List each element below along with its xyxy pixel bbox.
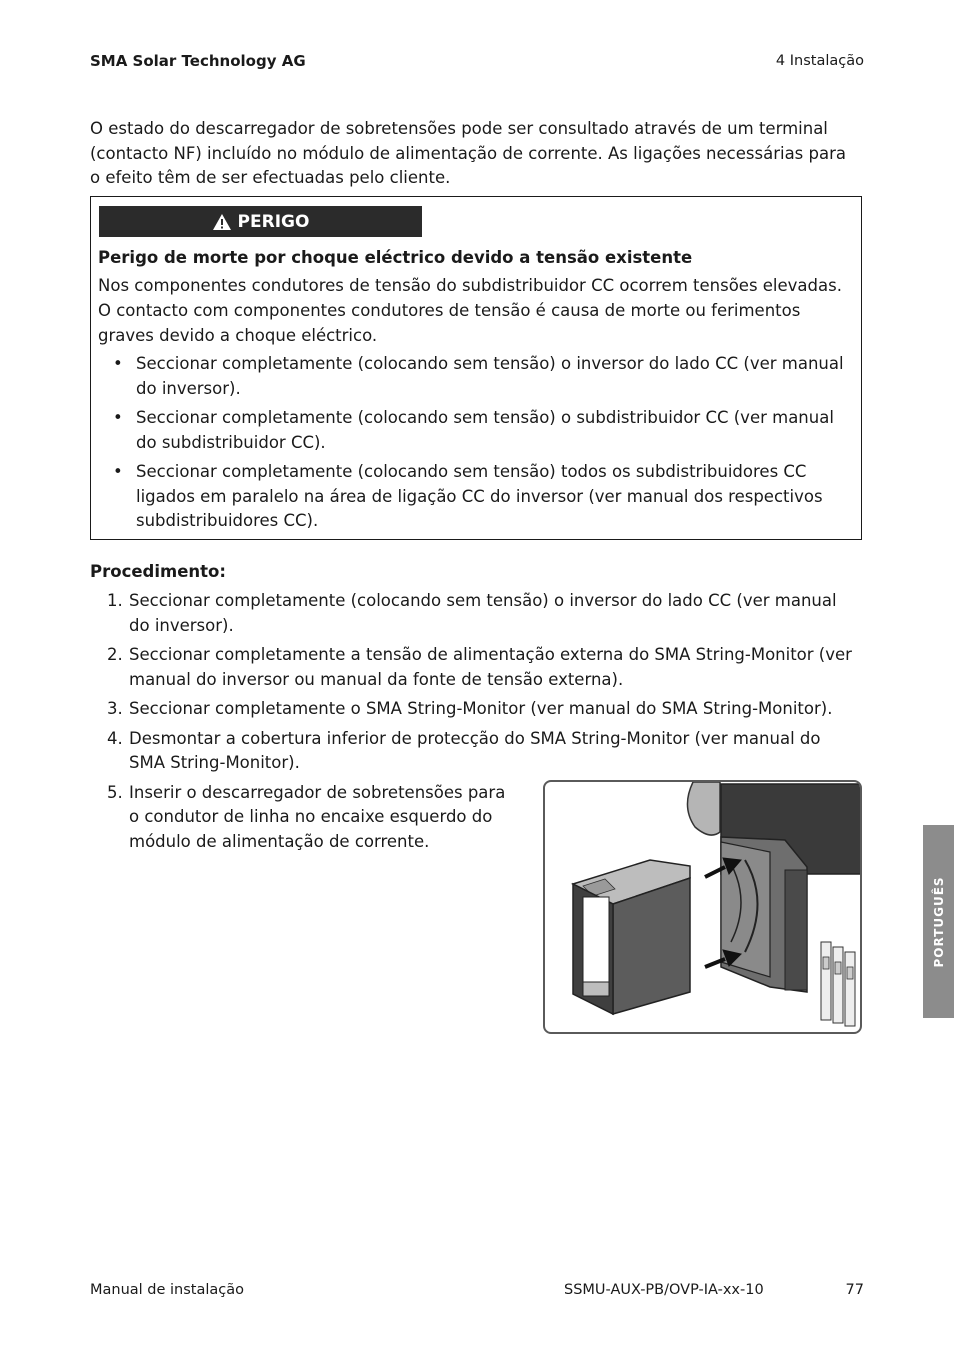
danger-bullet-list xyxy=(98,352,854,539)
danger-text: Nos componentes condutores de tensão do subdistribuidor CC ocorrem tensões elevadas. O contacto com componentes condutores de tensão é causa de morte ou ferimentos graves devido a choque eléctrico. xyxy=(98,276,842,345)
procedure-step xyxy=(90,697,860,722)
procedure-step xyxy=(90,727,860,776)
step-number: 2. xyxy=(107,645,123,664)
danger-banner xyxy=(99,206,422,237)
footer-doc-code: SSMU-AUX-PB/OVP-IA-xx-10 xyxy=(564,1282,764,1298)
danger-notice xyxy=(90,196,862,540)
page-number: 77 xyxy=(845,1282,864,1298)
step-text: Desmontar a cobertura inferior de protecção do SMA String-Monitor (ver manual do SMA String-Monitor). xyxy=(129,728,821,772)
step-text: Seccionar completamente a tensão de alimentação externa do SMA String-Monitor (ver manual do inversor ou manual da fonte de tensão externa). xyxy=(129,645,852,689)
intro-paragraph: O estado do descarregador de sobretensões pode ser consultado através de um terminal (contacto NF) incluído no módulo de alimentação de corrente. As ligações necessárias para o efeito têm de ser efectuadas pelo cliente. xyxy=(90,119,846,187)
header-section: 4 Instalação xyxy=(775,53,864,69)
header-company: SMA Solar Technology AG xyxy=(90,52,306,70)
danger-bullet: • Seccionar completamente (colocando sem tensão) o inversor do lado CC (ver manual do inversor). xyxy=(98,352,854,401)
procedure-step xyxy=(90,643,860,692)
device-illustration xyxy=(545,782,860,1032)
step-text: Inserir o descarregador de sobretensões para o condutor de linha no encaixe esquerdo do módulo de alimentação de corrente. xyxy=(129,782,506,851)
footer-doc-type: Manual de instalação xyxy=(90,1282,245,1298)
danger-title: Perigo de morte por choque eléctrico devido a tensão existente xyxy=(98,248,693,267)
danger-bullet: • Seccionar completamente (colocando sem tensão) o subdistribuidor CC (ver manual do subdistribuidor CC). xyxy=(98,406,854,455)
step-number: 1. xyxy=(107,591,123,610)
language-tab xyxy=(923,825,954,1018)
procedure-title: Procedimento: xyxy=(90,562,226,581)
step-text: Seccionar completamente o SMA String-Monitor (ver manual do SMA String-Monitor). xyxy=(129,699,833,718)
danger-bullet: • Seccionar completamente (colocando sem tensão) todos os subdistribuidores CC ligados em paralelo na área de ligação CC do inversor (ver manual dos respectivos subdistribuidores CC). xyxy=(98,460,854,534)
step-text: Seccionar completamente (colocando sem tensão) o inversor do lado CC (ver manual do inversor). xyxy=(129,591,837,635)
warning-icon xyxy=(212,213,232,231)
procedure-step xyxy=(90,781,509,855)
step-number: 5. xyxy=(107,782,123,802)
danger-label: PERIGO xyxy=(237,211,310,232)
language-tab-label: PORTUGUÊS xyxy=(931,875,946,968)
illustration-surge-arrester-insertion xyxy=(543,780,862,1034)
procedure-step xyxy=(90,589,860,638)
step-number: 3. xyxy=(107,699,123,718)
step-number: 4. xyxy=(107,728,123,748)
